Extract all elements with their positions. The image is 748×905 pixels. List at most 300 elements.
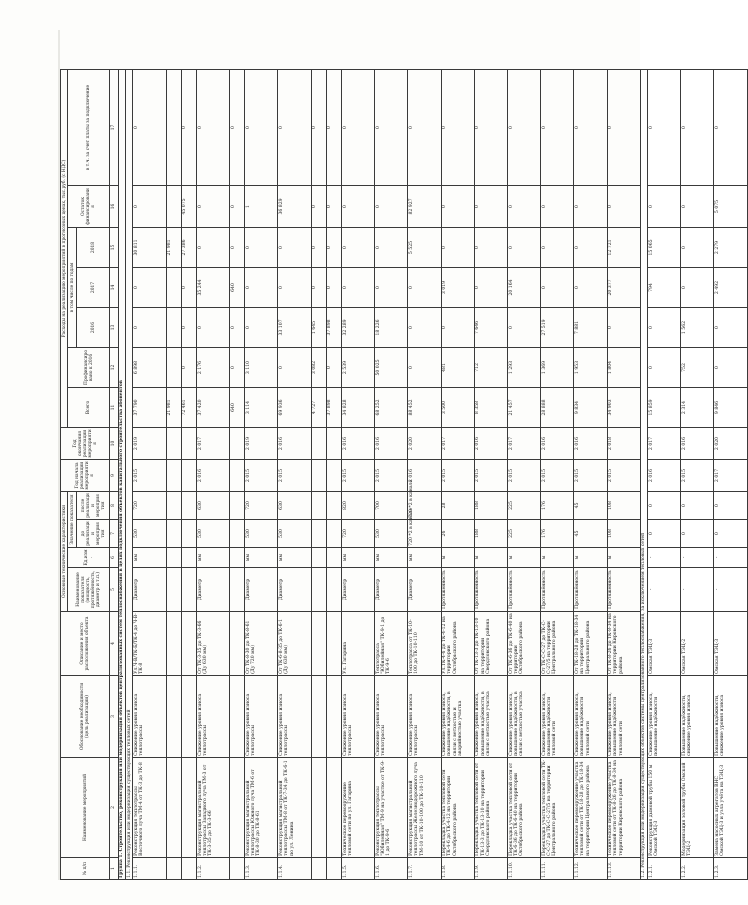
location [166,612,181,676]
total-cost: 88 452 [408,387,441,427]
table-body-2 [640,69,747,879]
table-row [441,69,474,879]
value-after: 630 [196,491,229,519]
tech-parameter: - [714,568,747,612]
end-year: 2 017 [648,427,681,459]
column-number: 2 [110,758,118,858]
cost-2018: 0 [574,227,607,267]
justification [181,676,196,758]
financed-2016: 0 [648,347,681,387]
value-before: 45 [574,520,607,548]
justification: Снижение уровня износа, повышение надёжности тепловой сети [574,676,607,758]
tariff-portion: 0 [474,69,507,185]
end-year [311,427,326,459]
location: Теплотрасса "Юбилейная" ТК-9-1 до ТК-9-6 [375,612,408,676]
table-row [541,69,574,879]
measure-name [326,758,341,858]
start-year: 2 016 [408,459,441,491]
end-year: 2 018 [607,427,640,459]
justification: Снижение уровня износа, повышение надёжности, в связи с ветхостью и аварийностью участка [441,676,474,758]
total-cost: 15 859 [648,387,681,427]
tech-parameter: - [681,568,714,612]
justification [166,676,181,758]
start-year: 2 015 [375,459,408,491]
value-before: 530 [278,520,311,548]
end-year [166,427,181,459]
value-after: 630 [278,491,311,519]
col-2018-header: 2018 [77,227,110,267]
cost-2017: 0 [326,267,341,307]
tech-parameter [181,568,196,612]
justification: Снижение уровня износа теплотрассы [278,676,311,758]
col-by-years-header: в том числе по годам [68,227,77,347]
financed-2016: 0 [326,347,341,387]
tariff-portion: 0 [408,69,441,185]
start-year: 2 015 [441,459,474,491]
end-year: 2 016 [278,427,311,459]
cost-2016: 0 [607,307,640,347]
location [326,612,341,676]
col-after-header: после реализации мероприятия [77,491,110,519]
tariff-portion: 0 [607,69,640,185]
start-year: 2 016 [196,459,229,491]
cost-2018: 0 [230,227,245,267]
cost-2017: 20 377 [607,267,640,307]
value-after: 720 *2 в канале [408,491,441,519]
measure-name: Перекладка участка тепловой сети ТК-С-С-27 до ТК-С-С-27/5 на территории Центрального района [541,758,574,858]
tariff-portion: 0 [230,69,245,185]
cost-2017: 0 [278,267,311,307]
cost-2016: 0 [507,307,540,347]
measure-name: Перекладка участка тепловой сети от ТК-6-36 до ТК-6-40 на территории Октябрьского района [507,758,540,858]
end-year: 2 020 [714,427,747,459]
row-number: 1.1.8. [441,858,474,880]
cost-2016: 7 646 [474,307,507,347]
end-year: 2 017 [196,427,229,459]
column-number: 5 [110,568,118,612]
total-cost: 3 500 [441,387,474,427]
tech-parameter: Протяжённость [574,568,607,612]
financed-2016: 712 [474,347,507,387]
table-row [245,69,278,879]
value-after [326,491,341,519]
unit: мм [408,548,441,568]
start-year: 2 015 [507,459,540,491]
cost-2018: 0 [441,227,474,267]
table-row [181,69,196,879]
cost-2018: 0 [342,227,375,267]
unit [181,548,196,568]
justification: Снижение уровня износа теплотрассы [408,676,441,758]
remainder: 0 [574,185,607,227]
investment-program-table [60,69,748,880]
row-number: 1.2.2. [681,858,714,880]
measure-name [230,758,245,858]
table-row [326,69,341,879]
row-number: 1.2.1. [648,858,681,880]
col-end-header: Год окончания реализации мероприятия [61,427,110,459]
unit: мм [278,548,311,568]
remainder: 0 [607,185,640,227]
tariff-portion: 0 [245,69,278,185]
row-number: 1.1.9. [474,858,507,880]
cost-2018: 27 386 [181,227,196,267]
cost-2018: 2 279 [714,227,747,267]
row-number: 1.1.4. [278,858,311,880]
col-financed-header: Профинансировано к 2016 [68,347,110,387]
total-cost: 9 846 [714,387,747,427]
table-row [574,69,607,879]
col-tech-param-header: Наименование показателя (мощность, протяжённость, диаметр и т.п.) [68,568,110,612]
location: От ТК-13-3 до ТК-13-10 на территории Свердловского района [474,612,507,676]
table-row [196,69,229,879]
table-row [681,69,714,879]
location: От ТК-8-26 до ТК-8-34 на территории Кировского района [607,612,640,676]
value-after: 108 [607,491,640,519]
tariff-portion: 0 [375,69,408,185]
tariff-portion: 0 [133,69,166,185]
value-after: 0 [648,491,681,519]
value-before [181,520,196,548]
remainder [166,185,181,227]
tech-parameter: Протяжённость [507,568,540,612]
measure-name: Перекладка участка тепловой сети от ТК-13-3 до ТК-13-10 на территории Свердловского района [474,758,507,858]
col-start-header: Год начала реализации мероприятия [61,459,110,491]
tariff-portion: 0 [311,69,326,185]
financed-2016: 1 369 [541,347,574,387]
measure-name: Перекладка участка тепловой сети ТК-4-6 до ТК-4-12 на территории Октябрьского района [441,758,474,858]
cost-2016 [166,307,181,347]
cost-2016: 18 226 [375,307,408,347]
row-number: 1.1.1. [133,858,166,880]
col-2017-header: 2017 [77,267,110,307]
column-numbers-row [110,69,118,879]
measure-name: Реконструкция теплотрассы "Юбилейная" ТМ-9 на участке от ТК-9-1 до ТК-9-6 [375,758,408,858]
row-number [230,858,245,880]
cost-2018: 0 [326,227,341,267]
start-year [326,459,341,491]
cost-2016: 27 519 [541,307,574,347]
value-before: 530 [133,520,166,548]
cost-2016: 7 881 [574,307,607,347]
value-after [311,491,326,519]
unit: мм [133,548,166,568]
cost-2018: 15 065 [648,227,681,267]
justification: Снижение уровня износа теплотрассы [342,676,375,758]
location: Ул. Гагарина [342,612,375,676]
justification: Снижение уровня износа, повышение надёжности тепловой сети [541,676,574,758]
remainder: 0 [507,185,540,227]
financed-2016: 752 [681,347,714,387]
start-year: 2 015 [245,459,278,491]
end-year: 2 016 [541,427,574,459]
justification: Снижение уровня износа теплотрассы [245,676,278,758]
start-year: 2 015 [474,459,507,491]
remainder: 0 [474,185,507,227]
cost-2017: 0 [541,267,574,307]
location: От ТК-18-28 до ТК-18-34 на территории Центрального района [574,612,607,676]
measure-name: Техническое перевооружение участка тепловой сети от ТК-18-28 до ТК-18-34 на территории Центрального района [574,758,607,858]
value-before: 225 [507,520,540,548]
cost-2016: 0 [408,307,441,347]
tariff-portion: 0 [196,69,229,185]
tech-parameter [311,568,326,612]
justification [311,676,326,758]
row-number: 1.1.7. [408,858,441,880]
start-year: 2 015 [342,459,375,491]
tech-parameter [326,568,341,612]
column-number: 15 [110,227,118,267]
unit: м [474,548,507,568]
col-remainder-header: Остаток финансирования [68,185,110,227]
measure-name: Техническое перевооружение тепловой сети по ул. Гагарина [342,758,375,858]
column-number: 14 [110,267,118,307]
location: От ТК-С-С-27 до ТК-С-С-27/5 на территории Центрального района [541,612,574,676]
row-number: 1.1.2. [196,858,229,880]
table-row [342,69,375,879]
total-cost: 68 252 [375,387,408,427]
table-row [408,69,441,879]
group-1-title: Группа 1. Строительство, реконструкция или модернизация объектов централизованных систем теплоснабжения в целях подключения объектов капитального строительства абонентов [118,69,125,879]
measure-name: Реконструкция магистральной теплотрассы Западного луча ТМ-3 от ТК-3-35 до ТК-3-66 [196,758,229,858]
subsection-1-1-title: 1.1. Реконструкция или модернизация существующих тепловых сетей [125,69,132,879]
justification: Повышение надёжности, снижение уровня износа [681,676,714,758]
row-number: 1.1.5. [342,858,375,880]
row-number [311,858,326,880]
start-year: 2 016 [648,459,681,491]
column-number: 4 [110,612,118,676]
remainder: 5 075 [714,185,747,227]
end-year: 2 016 [474,427,507,459]
justification: Снижение уровня износа теплотрассы [375,676,408,758]
justification: Снижение уровня износа теплотрассы [133,676,166,758]
value-before: 530 [245,520,278,548]
cost-2017: 0 [375,267,408,307]
measure-name [311,758,326,858]
tariff-portion: 0 [541,69,574,185]
measure-name: Модернизация золовой трубы Омской ТЭЦ-2 [681,758,714,858]
value-before: 530 [196,520,229,548]
row-number: 1.1.12. [574,858,607,880]
financed-2016: 0 [408,347,441,387]
col-justification-header: Обоснование необходимости (цель реализации) [61,676,110,758]
financed-2016: 0 [230,347,245,387]
remainder: 0 [342,185,375,227]
start-year [311,459,326,491]
total-cost: 3 114 [245,387,278,427]
cost-2018: 0 [681,227,714,267]
subsection-1-2-title: 1.2. Реконструкция или модернизация существующих объектов системы централизованного теплоснабжения, за исключением тепловых сетей [640,69,647,879]
tariff-portion: 0 [574,69,607,185]
value-after [181,491,196,519]
start-year [181,459,196,491]
start-year [230,459,245,491]
value-before: 0 [648,520,681,548]
unit: м [441,548,474,568]
row-number: 1.2.3. [714,858,747,880]
total-cost: 37 420 [196,387,229,427]
cost-2018: 0 [196,227,229,267]
cost-2018: 30 811 [133,227,166,267]
total-cost: 34 903 [607,387,640,427]
total-cost: 69 936 [278,387,311,427]
cost-2016: 0 [245,307,278,347]
unit: мм [342,548,375,568]
unit: мм [375,548,408,568]
cost-2016: 1 645 [311,307,326,347]
total-cost: 21 457 [507,387,540,427]
total-cost: 28 888 [541,387,574,427]
measure-name: Реконструкция дымовой трубы 150 м Омской ТЭЦ-3 [648,758,681,858]
value-before [230,520,245,548]
table-row [278,69,311,879]
row-number: 1.1.3. [245,858,278,880]
end-year [230,427,245,459]
tariff-portion: 0 [441,69,474,185]
remainder: 0 [681,185,714,227]
value-before [166,520,181,548]
financed-2016: 0 [714,347,747,387]
column-number: 9 [110,459,118,491]
row-number [166,858,181,880]
column-number: 12 [110,347,118,387]
unit: м [607,548,640,568]
value-before: 0 [681,520,714,548]
financed-2016: 1 953 [574,347,607,387]
cost-2017: 35 244 [196,267,229,307]
location: Омская ТЭЦ-3 [714,612,747,676]
row-number: 1.1.11. [541,858,574,880]
col-incl-tariff-header: в т.ч. за счет платы за подключение [68,69,110,185]
remainder: 0 [311,185,326,227]
justification: Снижение уровня износа, повышение надёжности, в связи с ветхостью участка [507,676,540,758]
cost-2016: 0 [181,307,196,347]
column-number: 10 [110,427,118,459]
location [230,612,245,676]
column-number: 17 [110,69,118,185]
start-year: 2 015 [607,459,640,491]
col-needs-header: Расходы на реализацию мероприятий в прогнозных ценах, тыс.руб. (с НДС) [61,69,68,427]
financed-2016: 50 025 [375,347,408,387]
cost-2016: 0 [133,307,166,347]
column-number: 13 [110,307,118,347]
cost-2017: 0 [133,267,166,307]
cost-2016: 0 [714,307,747,347]
col-2016-header: 2016 [77,307,110,347]
remainder: 0 [441,185,474,227]
value-before [311,520,326,548]
value-before: 0 [714,520,747,548]
unit: м [507,548,540,568]
measure-name: Замена насосных агрегатов ВНС Омской ТЭЦ-3 и узла учёта на ТЭЦ-3 [714,758,747,858]
value-after: 0 [714,491,747,519]
remainder: 0 [196,185,229,227]
cost-2016: 37 898 [326,307,341,347]
cost-2016: 33 107 [278,307,311,347]
tech-parameter: Протяжённость [474,568,507,612]
cost-2017: 640 [230,267,245,307]
tech-parameter: Диаметр [278,568,311,612]
table-header [61,69,119,879]
column-number: 1 [110,858,118,880]
cost-2018: 0 [375,227,408,267]
measure-name: Техническое перевооружение участка тепловой сети от ТК-8-26 до ТК-8-34 на территории Кировского района [607,758,640,858]
cost-2018: 0 [245,227,278,267]
end-year [326,427,341,459]
table-row [607,69,640,879]
cost-2018: 0 [278,227,311,267]
cost-2017: 2 492 [714,267,747,307]
end-year: 2 016 [342,427,375,459]
unit [311,548,326,568]
cost-2016: 0 [230,307,245,347]
cost-2018: 12 721 [607,227,640,267]
total-cost: 640 [230,387,245,427]
cost-2017: 0 [408,267,441,307]
table-row [230,69,245,879]
rotated-table-container [60,70,726,880]
unit: м [574,548,607,568]
row-number: 1.1.6. [375,858,408,880]
cost-2018: 5 525 [408,227,441,267]
cost-2016: 32 289 [342,307,375,347]
cost-2016: 1 562 [681,307,714,347]
unit: - [681,548,714,568]
tech-parameter: - [648,568,681,612]
tech-parameter: Диаметр [375,568,408,612]
table-row [166,69,181,879]
value-after [230,491,245,519]
cost-2016: 0 [648,307,681,347]
col-no-header: № п/п [61,858,110,880]
value-before: 720 [342,520,375,548]
value-after: 45 [574,491,607,519]
row-number [326,858,341,880]
cost-2017: 0 [342,267,375,307]
total-cost: 21 981 [166,387,181,427]
justification: Снижение уровня износа теплотрассы [196,676,229,758]
value-before: 176 [541,520,574,548]
location [311,612,326,676]
cost-2017: 0 [245,267,278,307]
cost-2017 [166,267,181,307]
remainder: 0 [326,185,341,227]
value-after: 28 [441,491,474,519]
cost-2018: 0 [311,227,326,267]
cost-2017: 0 [181,267,196,307]
col-tech-header: Основные технические характеристики [61,491,68,611]
location [181,612,196,676]
remainder: 0 [230,185,245,227]
tariff-portion: 0 [326,69,341,185]
row-number: 1.1.10. [507,858,540,880]
col-values-header: Значение показателя [68,491,77,547]
measure-name [166,758,181,858]
tech-parameter [230,568,245,612]
value-after: 820 [342,491,375,519]
start-year: 2 015 [574,459,607,491]
tariff-portion: 0 [278,69,311,185]
row-number: 1.1.13. [607,858,640,880]
value-after: 176 [541,491,574,519]
row-number [181,858,196,880]
column-number: 8 [110,491,118,519]
financed-2016: 481 [441,347,474,387]
unit: мм [196,548,229,568]
financed-2016: 2 176 [196,347,229,387]
value-after: 225 [507,491,540,519]
justification: Снижение уровня износа, повышение надёжности [648,676,681,758]
